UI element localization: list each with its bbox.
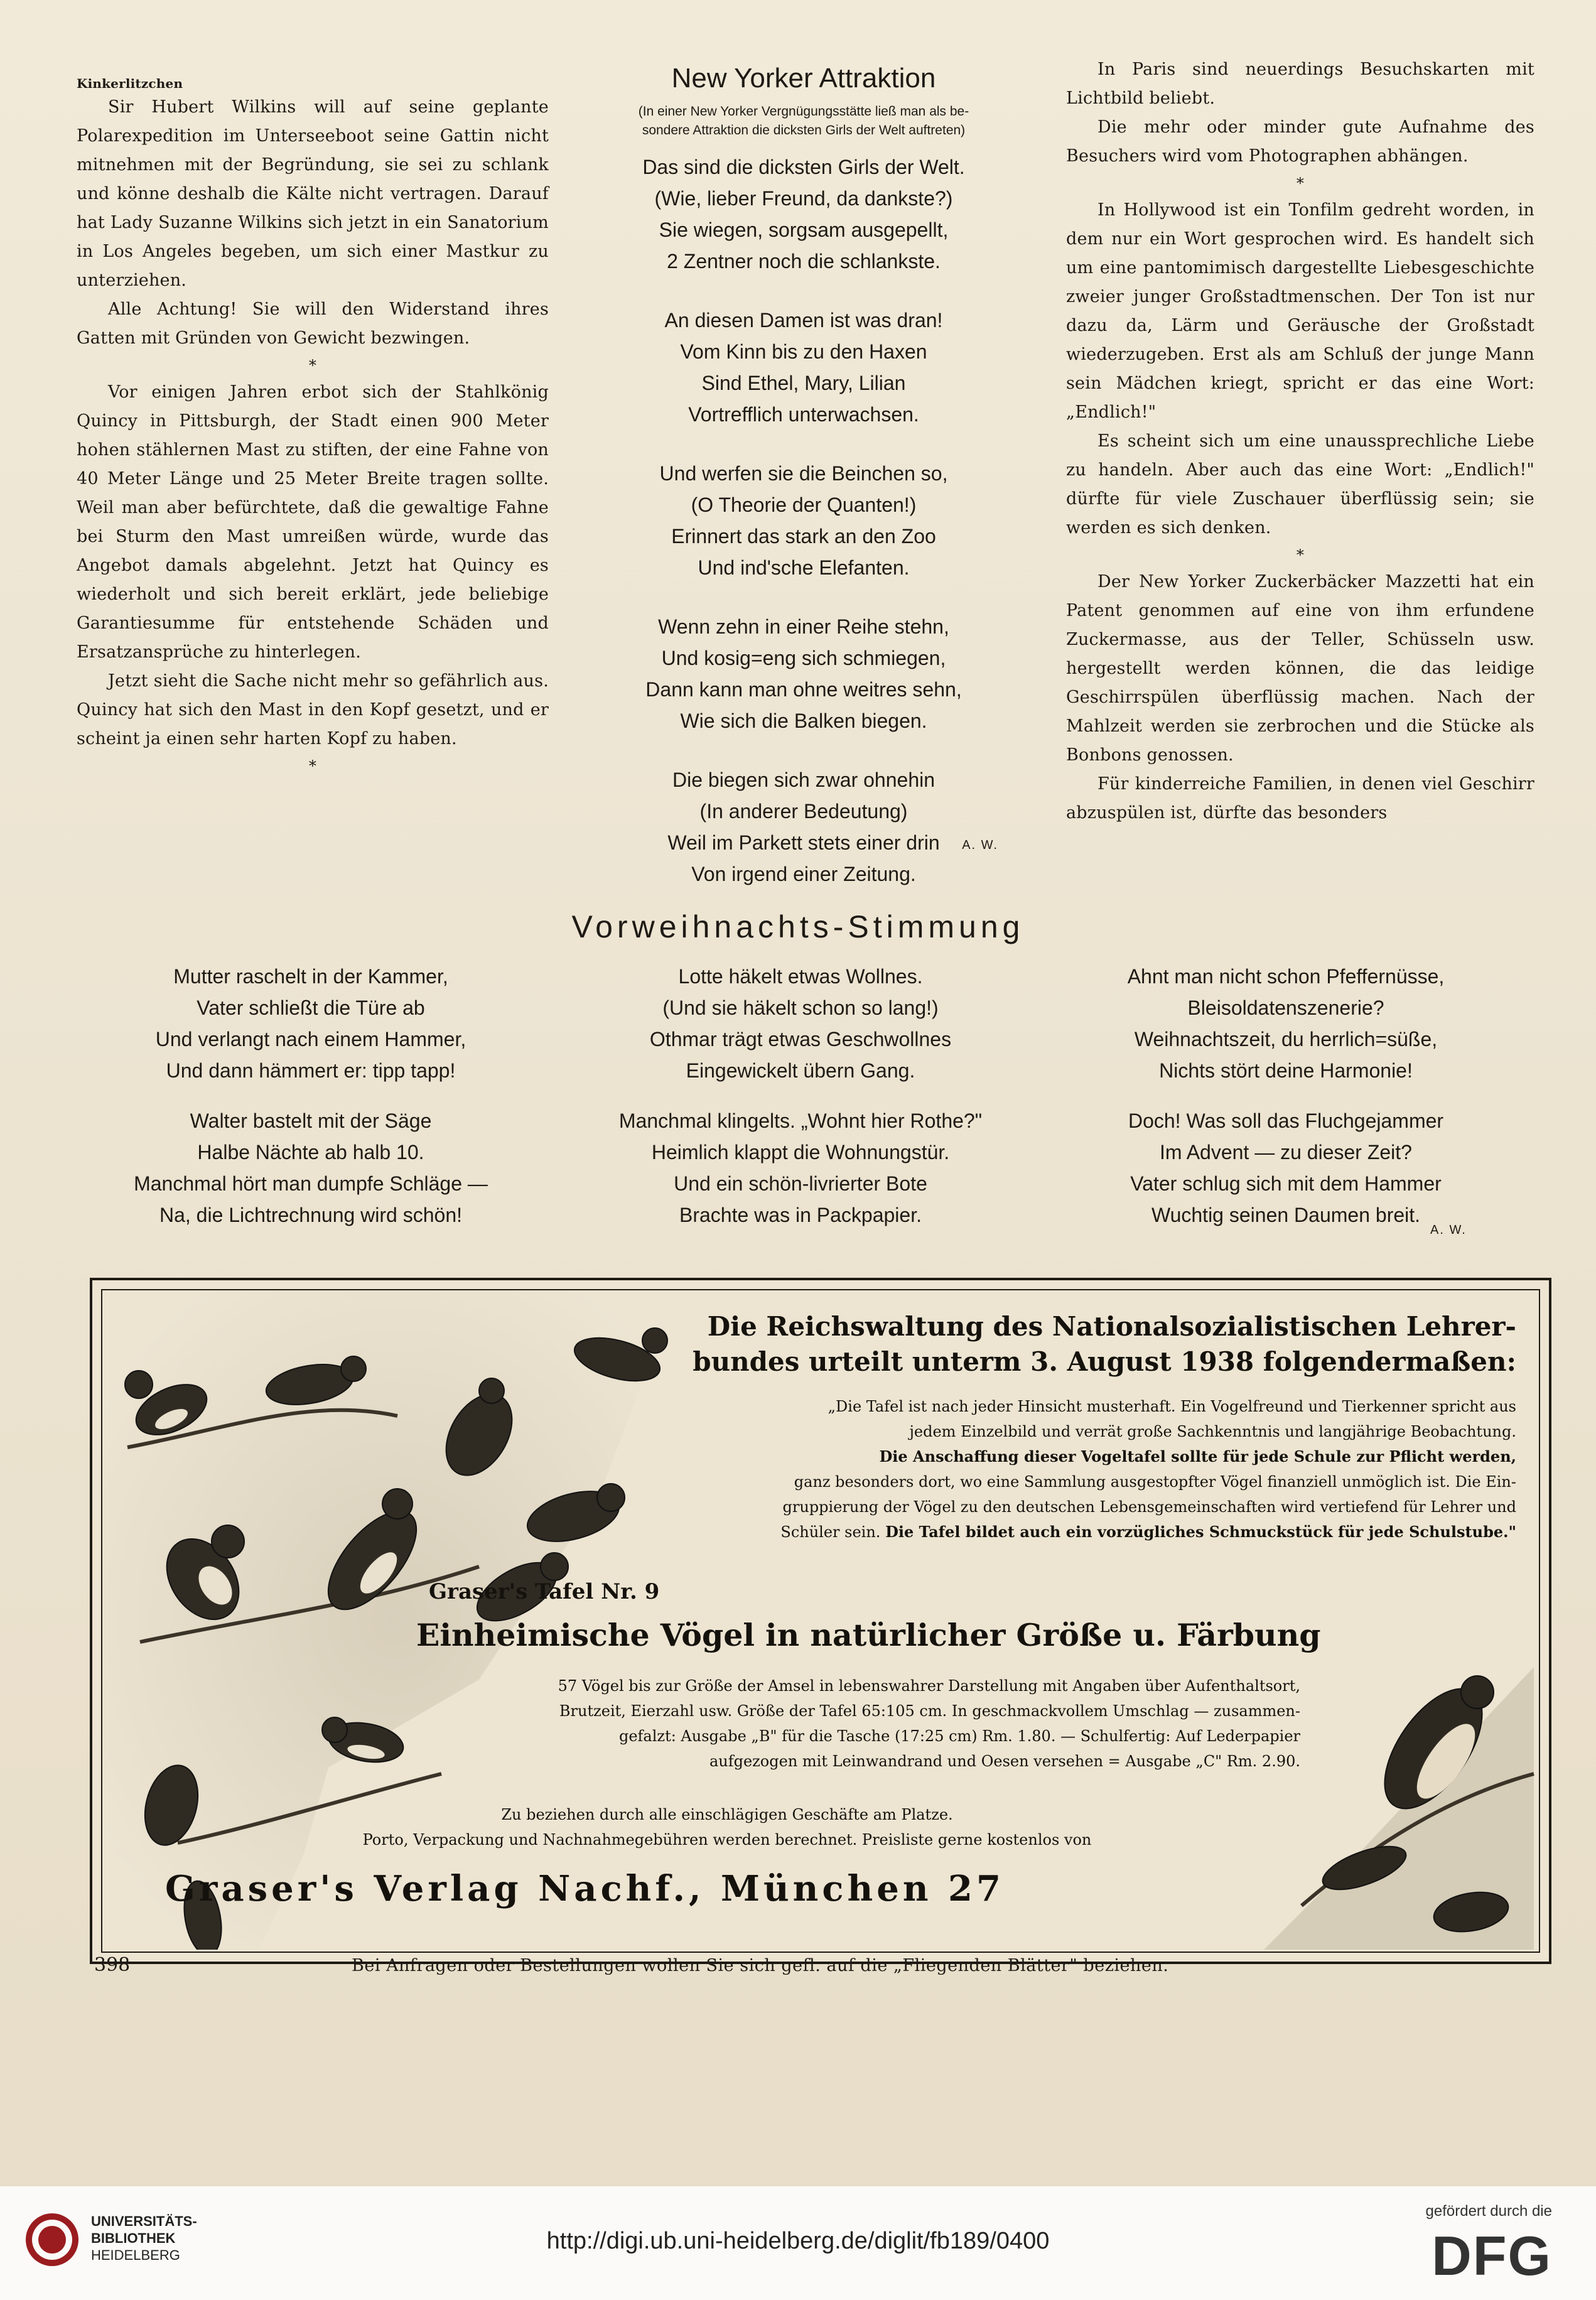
poem-line: Brachte was in Packpapier. [679, 1204, 922, 1226]
poem-line: Und dann hämmert er: tipp tapp! [166, 1059, 456, 1082]
ad-headline [693, 1309, 1516, 1379]
hollywood-paragraph: In Hollywood ist ein Tonfilm gedreht worden, in dem nur ein Wort gesprochen wird. Es handelt sich um eine pantomimisch dargestellte Liebesgeschichte zweier junger Großstadtmenschen. Der Ton ist nur dazu da, Lärm und Geräusche der Großstadt wiederzugeben. Erst als am Schluß der junge Mann sein Mädchen kriegt, spricht er das eine Wort: „Endlich!" [1066, 200, 1534, 422]
poem-line: Und ind'sche Elefanten. [698, 556, 910, 579]
ad-note-line: Porto, Verpackung und Nachnahmegebühren werden berechnet. Preisliste gerne kostenlos von [362, 1831, 1092, 1849]
poem-line: Manchmal hört man dumpfe Schläge — [134, 1172, 488, 1195]
ad-headline-line: Die Reichswaltung des Nationalsozialistischen Lehrer- [707, 1311, 1516, 1342]
poem-line: Nichts stört deine Harmonie! [1159, 1059, 1413, 1082]
stanza [562, 961, 1039, 1086]
paris-comment: Die mehr oder minder gute Aufnahme des Besuchers wird vom Photographen abhängen. [1066, 117, 1534, 166]
poem-signature: A. W. [962, 838, 998, 852]
source-url-link[interactable]: http://digi.ub.uni-heidelberg.de/diglit/fb189/0400 [546, 2228, 1050, 2254]
poem-body [565, 151, 1042, 890]
poem2-column-1 [72, 961, 549, 1231]
publisher-name: Graser's Verlag Nachf., München 27 [165, 1868, 1005, 1909]
ad-quote-line: Die Anschaffung dieser Vogeltafel sollte für jede Schule zur Pflicht werden, [879, 1447, 1516, 1466]
ad-description [558, 1673, 1300, 1774]
right-column [1066, 55, 1534, 828]
ad-quote-line: jedem Einzelbild und verrät große Sachkenntnis und langjährige Beobachtung. [909, 1423, 1516, 1440]
poem-line: (Wie, lieber Freund, da dankste?) [654, 187, 953, 210]
stanza [565, 764, 1042, 890]
university-name-line: HEIDELBERG [91, 2247, 180, 2263]
poem-subtitle [565, 102, 1042, 140]
quincy-comment: Jetzt sieht die Sache nicht mehr so gefährlich aus. Quincy hat sich den Mast in den Kopf gesetzt, und er scheint ja einen sehr harten Kopf zu haben. [77, 671, 549, 748]
poem-line: (In anderer Bedeutung) [699, 800, 908, 823]
stanza [565, 305, 1042, 430]
paris-paragraph: In Paris sind neuerdings Besuchskarten mit Lichtbild beliebt. [1066, 60, 1534, 108]
poem-line: Halbe Nächte ab halb 10. [197, 1141, 424, 1163]
ad-quote-line: ganz besonders dort, wo eine Sammlung ausgestopfter Vögel finanziell unmöglich ist. Die Ein- [794, 1473, 1516, 1491]
advertisement [90, 1278, 1551, 1964]
ad-description-line: 57 Vögel bis zur Größe der Amsel in lebenswahrer Darstellung mit Angaben über Aufenthaltsort, [558, 1677, 1300, 1695]
poem-line: Im Advent — zu dieser Zeit? [1160, 1141, 1412, 1163]
wilkins-paragraph: Sir Hubert Wilkins will auf seine geplante Polarexpedition im Unterseeboot seine Gattin nicht mitnehmen mit der Begründung, sie sei zu schlank und könne deshalb die Kälte nicht vertragen. Darauf hat Lady Suzanne Wilkins sich jetzt in ein Sanatorium in Los Angeles begeben, um sich einer Mastkur zu unterziehen. [77, 97, 549, 290]
poem-line: Mutter raschelt in der Kammer, [173, 965, 448, 988]
poem2-column-3 [1047, 961, 1524, 1231]
ad-description-line: aufgezogen mit Leinwandrand und Oesen versehen = Ausgabe „C" Rm. 2.90. [709, 1752, 1300, 1770]
poem-line: 2 Zentner noch die schlankste. [667, 250, 941, 273]
wilkins-comment: Alle Achtung! Sie will den Widerstand ihres Gatten mit Gründen von Gewicht bezwingen. [77, 300, 549, 348]
stanza [565, 458, 1042, 583]
middle-column [565, 60, 1042, 890]
stanza [72, 1105, 549, 1231]
stanza [1047, 1105, 1524, 1231]
poem-line: Und werfen sie die Beinchen so, [659, 462, 948, 485]
poem-line: Sie wiegen, sorgsam ausgepellt, [659, 219, 949, 241]
page-footer-note: Bei Anfragen oder Bestellungen wollen Sie sich gefl. auf die „Fliegenden Blätter" beziehen. [352, 1956, 1169, 1975]
stanza [72, 961, 549, 1086]
poem-line: Vater schlug sich mit dem Hammer [1130, 1172, 1442, 1195]
thrush-illustration [1264, 1667, 1540, 1950]
ad-quote-line [780, 1520, 1516, 1545]
poem-line: Lotte häkelt etwas Wollnes. [678, 965, 923, 988]
poem-line: Eingewickelt übern Gang. [686, 1059, 915, 1082]
dfg-logo: DFG [1432, 2225, 1552, 2287]
poem-line: Doch! Was soll das Fluchgejammer [1128, 1110, 1444, 1132]
poem-line: Weil im Parkett stets einer drin [667, 831, 940, 854]
page-number: 398 [94, 1954, 131, 1976]
separator-star: * [308, 757, 317, 775]
poem-line: Vater schließt die Türe ab [197, 996, 425, 1019]
stanza [562, 1105, 1039, 1231]
poem-line: Wuchtig seinen Daumen breit. [1151, 1204, 1421, 1226]
digitization-banner [0, 2186, 1596, 2300]
ad-quote-emphasis: Die Tafel bildet auch ein vorzügliches Schmuckstück für jede Schulstube." [885, 1523, 1516, 1541]
poem-line: Walter bastelt mit der Säge [190, 1110, 432, 1132]
poem-line: Manchmal klingelts. „Wohnt hier Rothe?" [618, 1110, 983, 1132]
left-column [77, 74, 549, 779]
separator-star: * [1296, 546, 1305, 564]
section-kicker: Kinkerlitzchen [77, 76, 183, 91]
poem-line: Na, die Lichtrechnung wird schön! [159, 1204, 463, 1226]
ad-headline-line: bundes urteilt unterm 3. August 1938 folgendermaßen: [693, 1346, 1516, 1377]
ad-note-line: Zu beziehen durch alle einschlägigen Geschäfte am Platze. [501, 1806, 953, 1823]
university-name-line: BIBLIOTHEK [91, 2230, 176, 2246]
poem-line: Vortrefflich unterwachsen. [688, 403, 919, 426]
mazzetti-comment: Für kinderreiche Familien, in denen viel Geschirr abzuspülen ist, dürfte das besonders [1066, 774, 1534, 823]
poem-line: An diesen Damen ist was dran! [664, 309, 943, 332]
quincy-paragraph: Vor einigen Jahren erbot sich der Stahlkönig Quincy in Pittsburgh, der Stadt einen 900 Meter hohen stählernen Mast zu stiften, der eine Fahne von 40 Meter Länge und 25 Meter Breite tragen sollte. Weil man aber befürchtete, daß die gewaltige Fahne bei Sturm den Mast umreißen würde, wurde das Angebot damals abgelehnt. Jetzt hat Quincy es wiederholt und sich bereit erklärt, jede beliebige Garantiesumme für entstehende Schäden und Ersatzansprüche zu hinterlegen. [77, 382, 549, 662]
stanza [1047, 961, 1524, 1086]
stanza [565, 151, 1042, 277]
poem-line: (O Theorie der Quanten!) [691, 494, 917, 516]
poem-line: Othmar trägt etwas Geschwollnes [649, 1028, 952, 1050]
funding-note: gefördert durch die [1425, 2203, 1552, 2220]
poem-subtitle-line: (In einer New Yorker Vergnügungsstätte ließ man als be- [638, 104, 969, 119]
university-name-line: UNIVERSITÄTS- [91, 2213, 197, 2229]
mazzetti-paragraph: Der New Yorker Zuckerbäcker Mazzetti hat ein Patent genommen auf eine von ihm erfundene Zuckermasse, aus der Teller, Schüsseln usw. hergestellt werden können, die das leidige Geschirrspülen überflüssig machen. Nach der Mahlzeit werden sie zerbrochen und die Stücke als Bonbons genossen. [1066, 572, 1534, 765]
poem-subtitle-line: sondere Attraktion die dicksten Girls der Welt auftreten) [642, 123, 966, 138]
tafel-label: Graser's Tafel Nr. 9 [429, 1579, 660, 1604]
ad-inner-border [101, 1289, 1540, 1953]
poem-line: Und ein schön-livrierter Bote [674, 1172, 927, 1195]
ad-quote [780, 1394, 1516, 1545]
ad-quote-line: „Die Tafel ist nach jeder Hinsicht musterhaft. Ein Vogelfreund und Tierkenner spricht aus [828, 1398, 1516, 1415]
stanza [565, 611, 1042, 737]
poem-line: Das sind die dicksten Girls der Welt. [642, 156, 965, 178]
poem-title: New Yorker Attraktion [671, 63, 936, 94]
poem-line: Wie sich die Balken biegen. [680, 710, 927, 732]
ad-quote-line: gruppierung der Vögel zu den deutschen Lebensgemeinschaften wird vertiefend für Lehrer und [782, 1498, 1516, 1516]
tafel-title: Einheimische Vögel in natürlicher Größe u. Färbung [416, 1617, 1321, 1653]
poem2-column-2 [562, 961, 1039, 1231]
poem2-signature: A. W. [1430, 1223, 1467, 1237]
ad-quote-text: Schüler sein. [780, 1523, 881, 1541]
poem-line: Heimlich klappt die Wohnungstür. [651, 1141, 950, 1163]
poem-line: Und verlangt nach einem Hammer, [155, 1028, 466, 1050]
poem2-title: Vorweihnachts-Stimmung [571, 909, 1025, 944]
poem-line: Bleisoldatenszenerie? [1187, 996, 1384, 1019]
poem-line: Weihnachtszeit, du herrlich=süße, [1134, 1028, 1438, 1050]
hollywood-comment: Es scheint sich um eine unaussprechliche Liebe zu handeln. Aber auch das eine Wort: „Endlich!" dürfte für viele Zuschauer überflüssig sein; sie werden es sich denken. [1066, 431, 1534, 537]
poem-line: Die biegen sich zwar ohnehin [672, 769, 935, 791]
poem-line: Und kosig=eng sich schmiegen, [661, 647, 946, 669]
poem-line: Dann kann man ohne weitres sehn, [645, 678, 962, 701]
poem-line: (Und sie häkelt schon so lang!) [662, 996, 939, 1019]
poem-line: Wenn zehn in einer Reihe stehn, [658, 615, 949, 638]
ad-note [209, 1802, 1245, 1852]
poem-line: Erinnert das stark an den Zoo [671, 525, 936, 548]
poem-line: Von irgend einer Zeitung. [691, 863, 916, 885]
separator-star: * [1296, 175, 1305, 192]
separator-star: * [308, 357, 317, 374]
ad-description-line: gefalzt: Ausgabe „B" für die Tasche (17:25 cm) Rm. 1.80. — Schulfertig: Auf Lederpapier [618, 1727, 1300, 1745]
poem-line: Ahnt man nicht schon Pfeffernüsse, [1127, 965, 1445, 988]
poem-line: Sind Ethel, Mary, Lilian [701, 372, 906, 394]
ad-description-line: Brutzeit, Eierzahl usw. Größe der Tafel 65:105 cm. In geschmackvollem Umschlag — zusammen- [559, 1702, 1300, 1720]
poem-line: Vom Kinn bis zu den Haxen [680, 340, 927, 363]
